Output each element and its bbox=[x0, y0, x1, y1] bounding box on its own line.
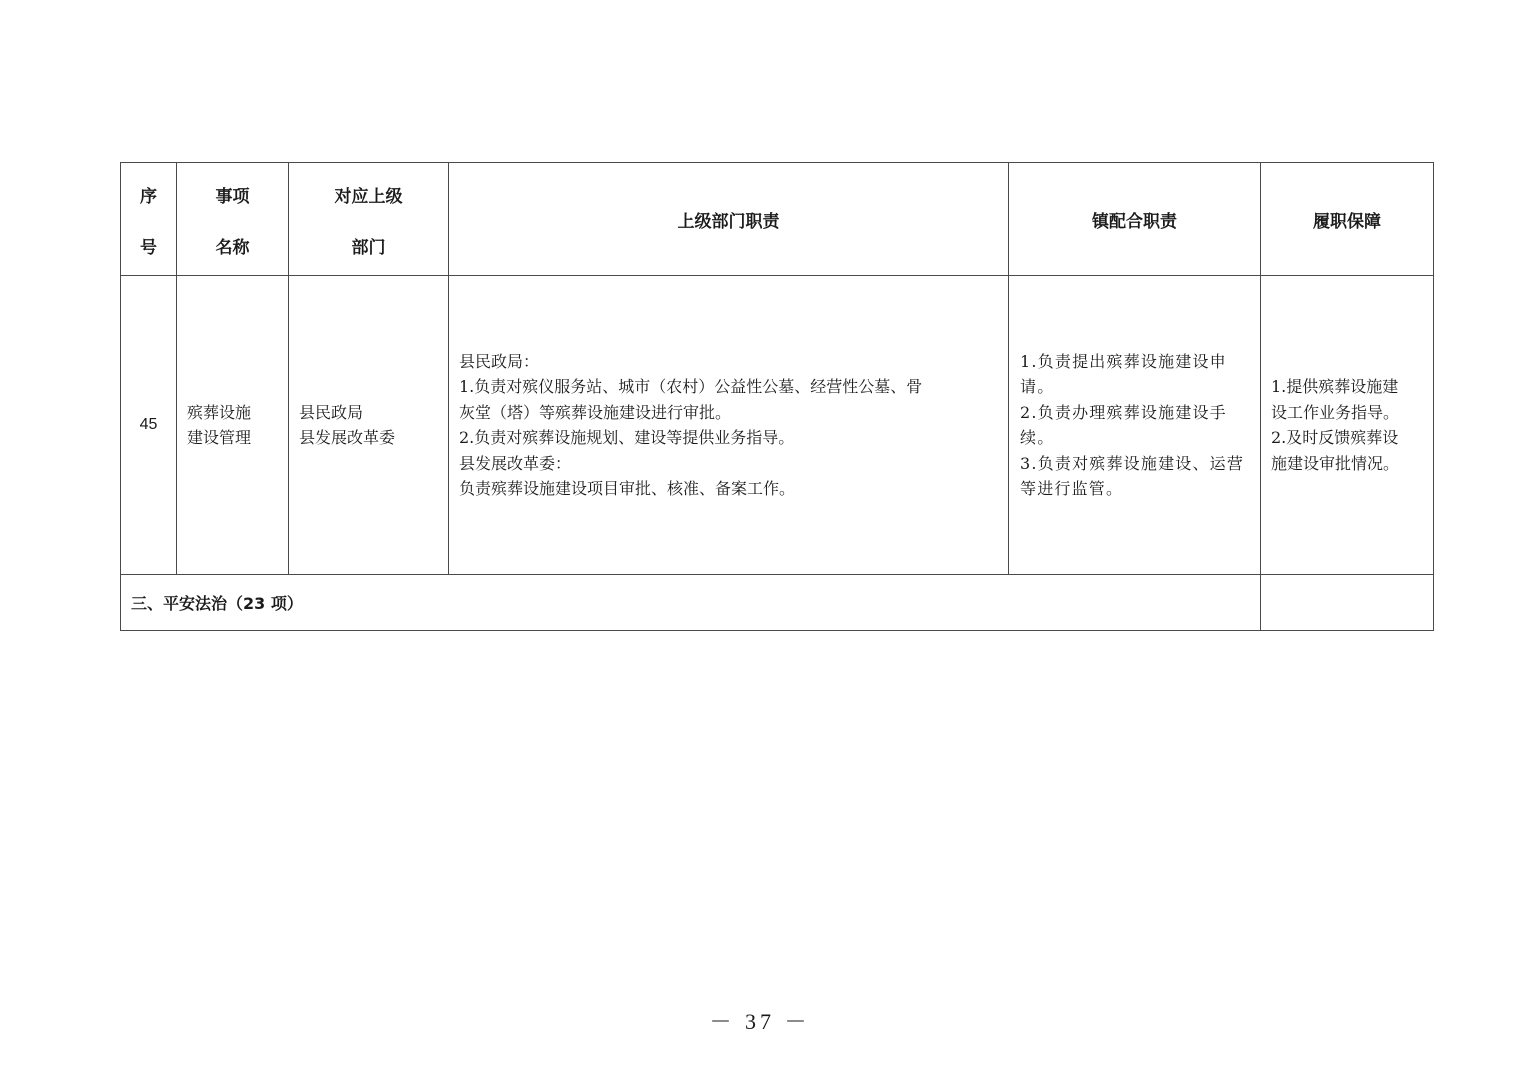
dept-line: 县发展改革委 bbox=[299, 428, 396, 447]
town-duty-line: 请。 bbox=[1020, 377, 1055, 396]
dept-line: 县民政局 bbox=[299, 402, 364, 422]
upper-duty-line: 县发展改革委： bbox=[459, 453, 572, 473]
header-item-name bbox=[177, 163, 289, 276]
town-duty-line: 2.负责办理殡葬设施建设手 bbox=[1020, 402, 1227, 422]
item-name-line: 建设管理 bbox=[187, 428, 252, 447]
section-heading: 三、平安法治（23 项） bbox=[121, 575, 1261, 631]
duty-table bbox=[120, 162, 1434, 631]
header-seq-line2: 号 bbox=[140, 238, 157, 258]
header-dept bbox=[289, 163, 449, 276]
guarantee-line: 2.及时反馈殡葬设 bbox=[1271, 428, 1399, 447]
town-duty-line: 3.负责对殡葬设施建设、运营 bbox=[1020, 453, 1245, 473]
guarantee-line: 施建设审批情况。 bbox=[1271, 453, 1400, 473]
header-seq-line1: 序 bbox=[140, 187, 157, 207]
row-dept bbox=[289, 276, 449, 575]
header-seq bbox=[121, 163, 177, 276]
row-upper-duty bbox=[449, 276, 1009, 575]
guarantee-line: 设工作业务指导。 bbox=[1271, 402, 1400, 422]
header-item-name-line2: 名称 bbox=[215, 238, 250, 258]
town-duty-line: 续。 bbox=[1020, 428, 1055, 447]
header-item-name-line1: 事项 bbox=[215, 187, 250, 207]
upper-duty-line: 负责殡葬设施建设项目审批、核准、备案工作。 bbox=[459, 479, 796, 498]
item-name-line: 殡葬设施 bbox=[187, 402, 252, 422]
row-item-name bbox=[177, 276, 289, 575]
header-dept-line2: 部门 bbox=[351, 238, 386, 258]
section-row bbox=[121, 575, 1434, 631]
upper-duty-line: 2.负责对殡葬设施规划、建设等提供业务指导。 bbox=[459, 428, 795, 447]
header-town-duty: 镇配合职责 bbox=[1009, 163, 1261, 276]
page-number: － 37 － bbox=[709, 1009, 811, 1034]
table-row bbox=[121, 276, 1434, 575]
town-duty-line: 等进行监管。 bbox=[1020, 479, 1124, 498]
header-row bbox=[121, 163, 1434, 276]
guarantee-line: 1.提供殡葬设施建 bbox=[1271, 377, 1399, 396]
upper-duty-line: 县民政局： bbox=[459, 351, 540, 371]
upper-duty-line: 1.负责对殡仪服务站、城市（农村）公益性公墓、经营性公墓、骨 bbox=[459, 377, 923, 396]
header-upper-duty: 上级部门职责 bbox=[449, 163, 1009, 276]
header-guarantee: 履职保障 bbox=[1261, 163, 1434, 276]
upper-duty-line: 灰堂（塔）等殡葬设施建设进行审批。 bbox=[459, 402, 732, 422]
header-dept-line1: 对应上级 bbox=[334, 187, 403, 207]
row-town-duty bbox=[1009, 276, 1261, 575]
town-duty-line: 1.负责提出殡葬设施建设申 bbox=[1020, 351, 1227, 371]
row-guarantee bbox=[1261, 276, 1434, 575]
section-empty-cell bbox=[1261, 575, 1434, 631]
row-seq: 45 bbox=[121, 276, 177, 575]
